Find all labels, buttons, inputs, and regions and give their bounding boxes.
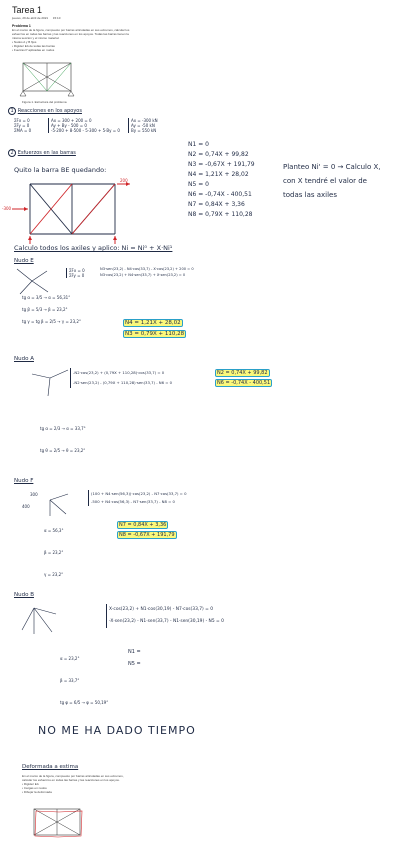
- page-title: Tarea 1: [12, 5, 43, 15]
- angle-line: β = 23,2°: [44, 550, 64, 555]
- section1-equations: [14, 118, 31, 133]
- equation-line: ΣMA = 0: [14, 128, 32, 133]
- problem-bullet: • Nudos A y B fijos: [12, 40, 37, 44]
- node-a-lines: [70, 368, 172, 388]
- equation-line: Ax = 300 + 200 = 0: [51, 118, 92, 123]
- result-line: N4 = 1,21X + 28,02: [188, 171, 249, 178]
- equation-line: (100 + N4·sen(56,3))·cos(23,2) - N7·cos(33,7) = 0: [91, 491, 187, 496]
- problem-bullet: • Rigidez EA de todas las barras: [12, 44, 55, 48]
- angle-line: tg α = 3/5 → α = 56,31°: [22, 295, 71, 300]
- page-date: jueves, 29 de abril de 2021: [12, 16, 49, 20]
- problem-heading: Problema 1: [12, 24, 31, 28]
- section1-expansions: [48, 118, 120, 133]
- highlight-result: N7 = 0,84X + 3,36: [119, 522, 167, 528]
- calc-line: Calculo todos los axiles y aplico: Ni = Ni⁰ + X·Ni¹: [14, 244, 173, 252]
- result-line: N6 = -0,74X - 400,51: [188, 191, 252, 198]
- equation-line: -N2·sen(23,2) - (0,79X + 110,28)·sen(33,7) - N6 = 0: [73, 380, 173, 385]
- result-line: By = 550 kN: [131, 128, 157, 133]
- angle-line: β = 33,7°: [60, 678, 80, 683]
- section1-number: 1: [8, 107, 16, 115]
- section1-results: [128, 118, 158, 133]
- note-line: Planteo Ni' = 0 → Calculo X,: [283, 163, 381, 171]
- node-e-title: Nudo E: [14, 258, 34, 264]
- section1-title: Reacciones en los apoyos: [17, 108, 82, 114]
- node-a-angles: [40, 418, 86, 462]
- equation-line: ΣFx = 0: [14, 118, 30, 123]
- final-block: [22, 774, 132, 794]
- highlight-result: N3 = 0,79X + 110,28: [125, 331, 185, 337]
- section2-number: 2: [8, 149, 16, 157]
- final-bullet: • Dibujar la deformada: [22, 790, 52, 794]
- section2-results: [188, 140, 255, 220]
- truss-sketch: [10, 176, 130, 246]
- result-line: N3 = -0,67X + 191,79: [188, 161, 255, 168]
- no-time-note: NO ME HA DADO TIEMPO: [38, 724, 196, 737]
- problem-bullet: • Fuerzas P aplicadas en nudos: [12, 48, 55, 52]
- force-label: 200: [120, 178, 128, 183]
- equation-line: N3·cos(23,2) + N4·sen(33,7) + X·sen(23,2) = 0: [100, 273, 186, 277]
- figure-caption: Figura 1. Estructura del problema: [22, 100, 67, 104]
- equation-line: -5·200 + 8·500 - 5·300 + 5·By = 0: [51, 128, 120, 133]
- node-b-title: Nudo B: [14, 592, 34, 598]
- unknown-line: N1 =: [128, 649, 141, 655]
- node-b-sketch: [18, 604, 58, 638]
- unknown-line: N5 =: [128, 661, 141, 667]
- result-line: Ax = -300 kN: [131, 118, 158, 123]
- section1-heading: [8, 108, 82, 114]
- angle-line: tg β = 5/3 → β = 23,2°: [22, 307, 68, 312]
- node-a-sketch: [30, 368, 70, 398]
- equation-line: N3·sen(23,2) - N4·cos(33,7) - X·cos(23,2) + 200 = 0: [100, 267, 194, 271]
- node-f-sketch: [40, 492, 70, 518]
- highlight-result: N4 = 1,21X + 28,02: [125, 320, 181, 326]
- node-e-lines: [100, 266, 194, 278]
- result-line: N7 = 0,84X + 3,36: [188, 201, 245, 208]
- section2-title: Esfuerzos en las barras: [17, 150, 76, 156]
- highlight-result: N2 = 0,74X + 99,82: [217, 370, 268, 376]
- section2-heading: [8, 150, 76, 156]
- force-label: -300: [2, 206, 12, 211]
- equation-line: ΣFy = 0: [69, 273, 85, 278]
- result-line: N5 = 0: [188, 181, 209, 188]
- problem-truss-figure: [18, 58, 78, 100]
- section2-note: [283, 160, 403, 202]
- angle-line: α = 23,2°: [60, 656, 80, 661]
- node-f-highlights: [118, 520, 176, 540]
- node-a-title: Nudo A: [14, 356, 34, 362]
- result-line: N1 = 0: [188, 141, 209, 148]
- node-e-eqs: [66, 268, 85, 278]
- equation-line: Ay + By - 500 = 0: [51, 123, 87, 128]
- section2-subtitle: Quito la barra BE quedando:: [14, 166, 107, 174]
- angle-line: tg α = 2/3 → α = 33,7°: [40, 426, 86, 431]
- highlight-result: N6 = -0,74X - 400,51: [217, 380, 271, 386]
- angle-line: tg θ = 2/5 → θ = 23,2°: [40, 448, 86, 453]
- highlight-result: N8 = -0,67X + 191,79: [119, 532, 175, 538]
- final-title: Deformada a estima: [22, 764, 79, 770]
- problem-block: [12, 24, 132, 52]
- final-bullet: • Rigidez EA: [22, 782, 39, 786]
- final-statement: En el marco de la figura, compuesto por barras articuladas en sus extremos, calcular los esfuerzos en todas las barras y las reacciones en los apoyos.: [22, 774, 124, 782]
- final-deformed-figure: [30, 806, 86, 840]
- result-line: Ay = -50 kN: [131, 123, 155, 128]
- problem-statement: En el marco de la figura, compuesto por barras articuladas en sus extremos, calcular los esfuerzos en todas las barras y las reacciones en los apoyos. Todas las barras tienen la misma seccion y el mismo material.: [12, 28, 130, 40]
- equation-line: -X·sen(23,2) - N1·sen(33,7) - N1·sen(30,19) - N5 = 0: [109, 619, 224, 624]
- note-line: todas las axiles: [283, 191, 338, 199]
- angle-line: tg γ = tg β = 2/5 → γ = 23,2°: [22, 319, 81, 324]
- note-line: con X tendré el valor de: [283, 177, 367, 185]
- equation-line: ΣFx = 0: [69, 268, 85, 273]
- node-e-angles: [22, 292, 81, 328]
- equation-line: X·cos(23,2) + N1·cos(30,19) - N7·cos(33,7) = 0: [109, 607, 214, 612]
- angle-line: γ = 23,2°: [44, 572, 64, 577]
- final-bullet: • Cargas en nudos: [22, 786, 47, 790]
- node-b-lines: [106, 604, 224, 628]
- equation-line: ΣFy = 0: [14, 123, 30, 128]
- result-line: N2 = 0,74X + 99,82: [188, 151, 249, 158]
- equation-line: -N2·cos(23,2) + (0,79X + 110,28)·cos(33,7) = 0: [73, 370, 165, 375]
- node-b-unknowns: [128, 646, 141, 670]
- node-f-angles: [44, 520, 63, 586]
- angle-line: tg φ = 6/5 → φ = 50,19°: [60, 700, 109, 705]
- node-e-highlights: [124, 318, 185, 340]
- node-f-force: 300: [30, 492, 38, 497]
- equation-line: -500 + N4·cos(56,3) - N7·sen(33,7) - N8 = 0: [91, 499, 175, 504]
- result-line: N8 = 0,79X + 110,28: [188, 211, 253, 218]
- angle-line: α = 56,3°: [44, 528, 64, 533]
- node-a-highlights: [216, 368, 271, 388]
- node-f-title: Nudo F: [14, 478, 34, 484]
- node-b-angles: [60, 648, 108, 714]
- node-f-lines: [88, 490, 186, 506]
- page-time: 15:10: [52, 16, 61, 20]
- node-f-force: 400: [22, 504, 30, 509]
